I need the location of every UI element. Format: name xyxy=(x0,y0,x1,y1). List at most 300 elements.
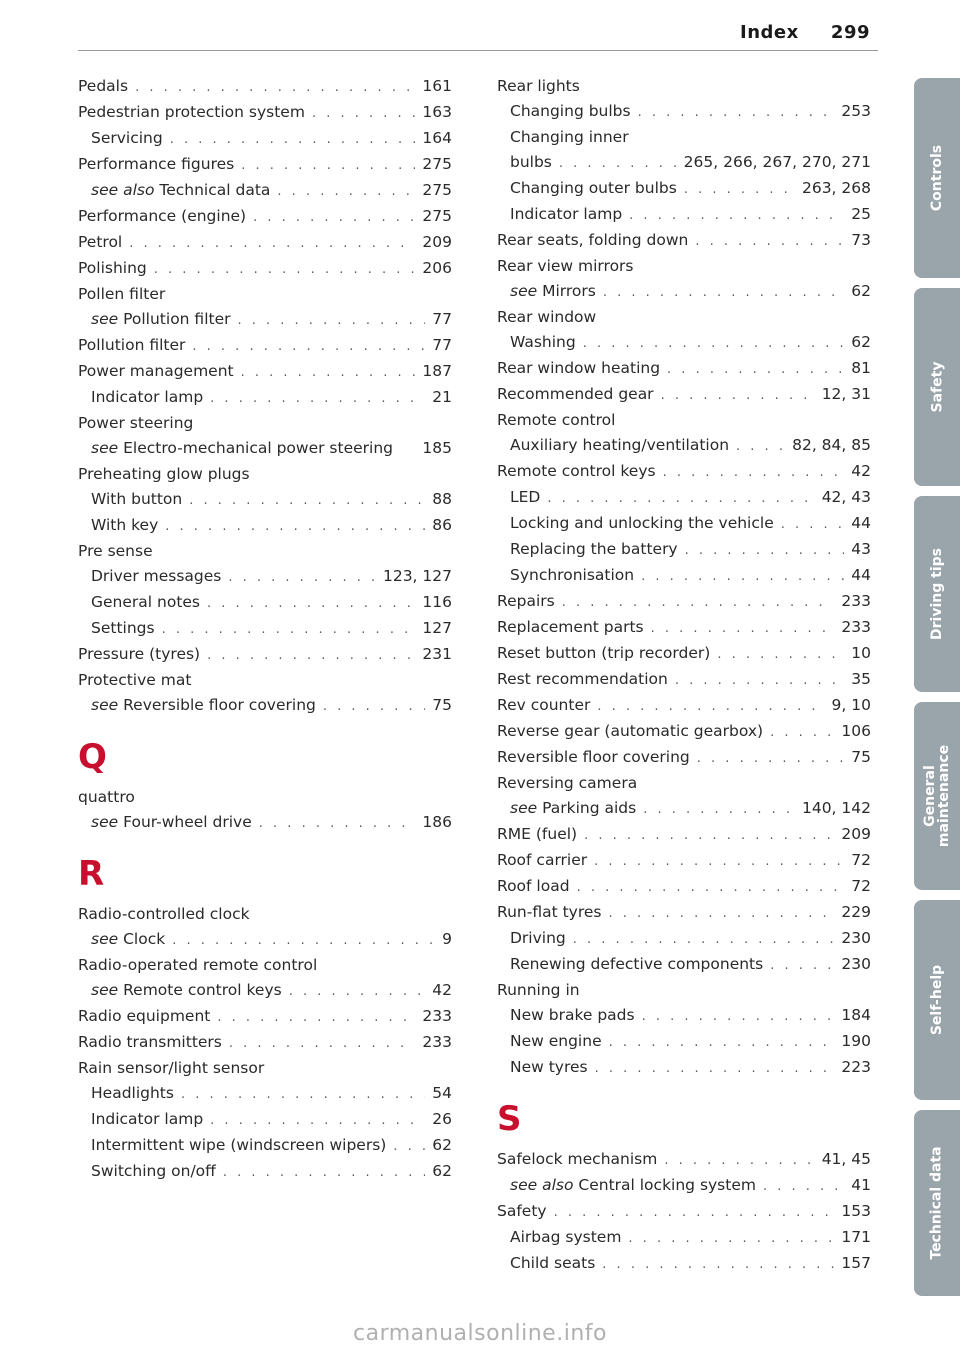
index-entry xyxy=(497,900,871,926)
page-reference[interactable]: 62 xyxy=(851,282,871,300)
page-reference[interactable]: 163 xyxy=(422,103,452,121)
entry-text xyxy=(91,436,393,461)
page-reference[interactable]: 26 xyxy=(432,1110,452,1128)
index-subentry xyxy=(497,1225,871,1251)
page-reference[interactable]: 42 xyxy=(851,462,871,480)
index-subentry xyxy=(78,1107,452,1133)
entry-label: Changing bulbs xyxy=(510,102,631,120)
page-reference[interactable]: 171 xyxy=(841,1228,871,1246)
index-entry xyxy=(497,459,871,485)
entry-text xyxy=(78,256,147,281)
entry-text xyxy=(78,411,193,436)
index-subentry xyxy=(497,1251,871,1277)
page-reference[interactable]: 233 xyxy=(422,1033,452,1051)
leader-dots xyxy=(312,101,415,126)
page-reference[interactable]: 81 xyxy=(851,359,871,377)
leader-dots xyxy=(717,642,844,667)
leader-dots xyxy=(323,694,425,719)
tab-general-maintenance[interactable] xyxy=(914,702,960,890)
leader-dots xyxy=(228,565,376,590)
entry-text xyxy=(497,874,570,899)
entry-label: Central locking system xyxy=(578,1176,756,1194)
page-reference[interactable]: 73 xyxy=(851,231,871,249)
index-subentry xyxy=(78,810,452,836)
entry-text xyxy=(78,1030,222,1055)
index-subentry xyxy=(78,693,452,719)
leader-dots xyxy=(770,720,834,745)
see-reference: see xyxy=(91,310,119,328)
index-subentry xyxy=(78,1159,452,1185)
page-reference[interactable]: 72 xyxy=(851,851,871,869)
entry-text xyxy=(497,305,596,330)
watermark: carmanualsonline.info xyxy=(353,1321,607,1346)
see-reference: see xyxy=(510,799,538,817)
index-subentry xyxy=(78,436,452,462)
entry-text xyxy=(510,1029,602,1054)
index-subentry xyxy=(78,927,452,953)
page-reference[interactable]: 263, 268 xyxy=(801,179,871,197)
index-entry xyxy=(497,848,871,874)
entry-text xyxy=(78,333,185,358)
entry-text xyxy=(497,978,580,1003)
leader-dots xyxy=(736,434,785,459)
page-reference[interactable]: 44 xyxy=(851,514,871,532)
leader-dots xyxy=(573,927,835,952)
entry-text xyxy=(78,204,246,229)
entry-label: Running in xyxy=(497,981,580,999)
page-reference[interactable]: 209 xyxy=(422,233,452,251)
page-reference[interactable]: 9 xyxy=(442,930,452,948)
entry-label: Replacement parts xyxy=(497,618,644,636)
page-number: 299 xyxy=(830,22,870,43)
entry-text xyxy=(78,462,250,487)
leader-dots xyxy=(651,616,835,641)
page-reference[interactable]: 25 xyxy=(851,205,871,223)
index-subentry xyxy=(497,1173,871,1199)
page-reference[interactable]: 275 xyxy=(422,155,452,173)
index-entry xyxy=(497,615,871,641)
page-reference[interactable]: 233 xyxy=(841,618,871,636)
entry-text xyxy=(497,615,644,640)
entry-text xyxy=(91,513,158,538)
entry-text xyxy=(497,745,690,770)
entry-text xyxy=(78,74,128,99)
page-reference[interactable]: 10 xyxy=(851,644,871,662)
index-subentry xyxy=(497,563,871,589)
entry-label: Indicator lamp xyxy=(510,205,623,223)
index-letter-heading: S xyxy=(497,1099,522,1139)
entry-text xyxy=(91,693,316,718)
entry-label: Changing inner xyxy=(510,128,629,146)
leader-dots xyxy=(638,100,835,125)
entry-text xyxy=(510,176,677,201)
entry-label: Rain sensor/light sensor xyxy=(78,1059,265,1077)
leader-dots xyxy=(207,591,415,616)
leader-dots xyxy=(781,512,845,537)
page-reference[interactable]: 106 xyxy=(841,722,871,740)
leader-dots xyxy=(562,590,835,615)
page-reference[interactable]: 209 xyxy=(841,825,871,843)
entry-label: RME (fuel) xyxy=(497,825,578,843)
page-reference[interactable]: 123, 127 xyxy=(382,567,452,585)
entry-label: Pollution filter xyxy=(123,310,231,328)
entry-label: bulbs xyxy=(510,153,552,171)
page-reference[interactable]: 75 xyxy=(432,696,452,714)
entry-text xyxy=(497,408,615,433)
index-entry xyxy=(497,771,871,796)
entry-label: Rear seats, folding down xyxy=(497,231,689,249)
leader-dots xyxy=(210,1108,425,1133)
page-reference[interactable]: 62 xyxy=(432,1136,452,1154)
entry-label: Protective mat xyxy=(78,671,192,689)
page-reference[interactable]: 161 xyxy=(422,77,452,95)
index-subentry xyxy=(78,1081,452,1107)
entry-label: Four-wheel drive xyxy=(123,813,252,831)
entry-text xyxy=(510,563,634,588)
entry-label: Child seats xyxy=(510,1254,596,1272)
entry-label: With button xyxy=(91,490,183,508)
page-reference[interactable]: 21 xyxy=(432,388,452,406)
entry-text xyxy=(510,1003,635,1028)
entry-text xyxy=(91,307,230,332)
entry-label: Reverse gear (automatic gearbox) xyxy=(497,722,764,740)
leader-dots xyxy=(642,1004,835,1029)
index-entry xyxy=(78,1004,452,1030)
page-reference[interactable]: 230 xyxy=(841,929,871,947)
leader-dots xyxy=(608,901,834,926)
index-subentry xyxy=(497,176,871,202)
page-reference[interactable]: 42 xyxy=(432,981,452,999)
leader-dots xyxy=(641,564,844,589)
page-reference[interactable]: 62 xyxy=(851,333,871,351)
index-subentry xyxy=(78,513,452,539)
entry-text xyxy=(510,1055,588,1080)
see-reference: see xyxy=(510,282,538,300)
entry-text xyxy=(510,1225,621,1250)
page-reference[interactable]: 185 xyxy=(422,439,452,457)
entry-text xyxy=(497,719,763,744)
entry-text xyxy=(510,952,763,977)
index-entry xyxy=(78,642,452,668)
leader-dots xyxy=(684,177,795,202)
tab-label: General maintenance xyxy=(922,744,952,848)
index-subentry xyxy=(497,926,871,952)
entry-label: Pressure (tyres) xyxy=(78,645,201,663)
tab-safety[interactable] xyxy=(914,288,960,486)
entry-text xyxy=(78,282,165,307)
page-reference[interactable]: 186 xyxy=(422,813,452,831)
index-entry xyxy=(497,693,871,719)
leader-dots xyxy=(237,308,425,333)
leader-dots xyxy=(595,1056,835,1081)
index-subentry xyxy=(78,1133,452,1159)
entry-label: LED xyxy=(510,488,541,506)
entry-label: Power management xyxy=(78,362,234,380)
entry-label: Rear window xyxy=(497,308,597,326)
entry-label: Rear lights xyxy=(497,77,580,95)
entry-label: Indicator lamp xyxy=(91,1110,204,1128)
entry-text xyxy=(497,459,656,484)
index-entry xyxy=(497,874,871,900)
tab-label: Driving tips xyxy=(929,548,945,640)
leader-dots xyxy=(189,488,425,513)
entry-text xyxy=(510,796,636,821)
entry-label: Headlights xyxy=(91,1084,174,1102)
index-subentry xyxy=(78,487,452,513)
entry-text xyxy=(91,178,270,203)
entry-text xyxy=(91,487,182,512)
entry-label: Locking and unlocking the vehicle xyxy=(510,514,774,532)
page-reference[interactable]: 75 xyxy=(851,748,871,766)
index-subentry xyxy=(78,616,452,642)
leader-dots xyxy=(603,280,844,305)
entry-label: Parking aids xyxy=(542,799,637,817)
entry-label: Intermittent wipe (windscreen wipers) xyxy=(91,1136,387,1154)
page-reference[interactable]: 157 xyxy=(841,1254,871,1272)
entry-text xyxy=(510,330,576,355)
page-reference[interactable]: 41 xyxy=(851,1176,871,1194)
see-reference: see xyxy=(91,930,119,948)
entry-label: Rear window heating xyxy=(497,359,661,377)
page-reference[interactable]: 275 xyxy=(422,207,452,225)
entry-text xyxy=(510,150,552,175)
page-reference[interactable]: 223 xyxy=(841,1058,871,1076)
entry-text xyxy=(510,99,631,124)
tab-controls[interactable] xyxy=(914,78,960,278)
page-reference[interactable]: 72 xyxy=(851,877,871,895)
index-subentry xyxy=(497,433,871,459)
entry-text xyxy=(510,485,540,510)
entry-label: Safelock mechanism xyxy=(497,1150,658,1168)
entry-label: Driving xyxy=(510,929,566,947)
leader-dots xyxy=(685,538,845,563)
entry-label: Roof carrier xyxy=(497,851,588,869)
index-letter-heading: R xyxy=(78,854,105,894)
entry-label: quattro xyxy=(78,788,135,806)
index-subentry xyxy=(497,330,871,356)
page-reference[interactable]: 187 xyxy=(422,362,452,380)
entry-text xyxy=(510,1173,756,1198)
entry-text xyxy=(510,433,729,458)
index-column-right xyxy=(497,74,871,1277)
page-reference[interactable]: 44 xyxy=(851,566,871,584)
tab-self-help[interactable] xyxy=(914,900,960,1100)
leader-dots xyxy=(192,334,425,359)
page-reference[interactable]: 9, 10 xyxy=(831,696,871,714)
page-reference[interactable]: 86 xyxy=(432,516,452,534)
leader-dots xyxy=(675,668,844,693)
leader-dots xyxy=(289,979,426,1004)
entry-label: Reversible floor covering xyxy=(497,748,690,766)
entry-label: Rear view mirrors xyxy=(497,257,634,275)
leader-dots xyxy=(162,617,416,642)
leader-dots xyxy=(594,849,844,874)
entry-label: Repairs xyxy=(497,592,555,610)
index-entry xyxy=(78,230,452,256)
entry-text xyxy=(78,100,305,125)
entry-text xyxy=(91,616,155,641)
entry-text xyxy=(497,822,577,847)
page-reference[interactable]: 77 xyxy=(432,336,452,354)
index-entry xyxy=(78,539,452,564)
index-subentry xyxy=(78,126,452,152)
page-reference[interactable]: 153 xyxy=(841,1202,871,1220)
entry-label: Performance figures xyxy=(78,155,235,173)
entry-text xyxy=(78,642,200,667)
index-subentry xyxy=(78,307,452,333)
entry-label: Recommended gear xyxy=(497,385,654,403)
index-entry xyxy=(78,462,452,487)
index-column-left xyxy=(78,74,452,1185)
entry-label: Polishing xyxy=(78,259,147,277)
entry-text xyxy=(91,978,282,1003)
tab-technical-data[interactable] xyxy=(914,1110,960,1296)
entry-text xyxy=(91,1081,174,1106)
entry-label: Preheating glow plugs xyxy=(78,465,250,483)
entry-label: Radio equipment xyxy=(78,1007,211,1025)
entry-label: Safety xyxy=(497,1202,547,1220)
entry-label: New engine xyxy=(510,1032,602,1050)
page-reference[interactable]: 116 xyxy=(422,593,452,611)
leader-dots xyxy=(165,514,425,539)
index-entry xyxy=(497,745,871,771)
leader-dots xyxy=(643,797,795,822)
leader-dots xyxy=(629,203,844,228)
page-reference[interactable]: 41, 45 xyxy=(821,1150,871,1168)
index-subentry xyxy=(497,150,871,176)
entry-label: Servicing xyxy=(91,129,163,147)
entry-text xyxy=(91,1107,203,1132)
entry-text xyxy=(497,589,555,614)
entry-label: Rest recommendation xyxy=(497,670,668,688)
entry-text xyxy=(78,539,153,564)
index-subentry xyxy=(497,1003,871,1029)
index-entry xyxy=(497,254,871,279)
leader-dots xyxy=(229,1031,416,1056)
index-entry xyxy=(78,100,452,126)
entry-label: Airbag system xyxy=(510,1228,622,1246)
leader-dots xyxy=(628,1226,834,1251)
leader-dots xyxy=(667,357,844,382)
page-reference[interactable]: 62 xyxy=(432,1162,452,1180)
leader-dots xyxy=(763,1174,844,1199)
page-reference[interactable]: 230 xyxy=(841,955,871,973)
index-entry xyxy=(78,411,452,436)
page-reference[interactable]: 140, 142 xyxy=(801,799,871,817)
page-reference[interactable]: 233 xyxy=(422,1007,452,1025)
leader-dots xyxy=(217,1005,415,1030)
see-reference: see xyxy=(91,813,119,831)
leader-dots xyxy=(154,257,416,282)
entry-text xyxy=(91,126,163,151)
leader-dots xyxy=(577,875,845,900)
see-reference: see xyxy=(91,439,119,457)
page-reference[interactable]: 233 xyxy=(841,592,871,610)
page-reference[interactable]: 82, 84, 85 xyxy=(792,436,871,454)
entry-label: Driver messages xyxy=(91,567,222,585)
entry-text xyxy=(78,1004,210,1029)
leader-dots xyxy=(602,1252,834,1277)
entry-label: Reversible floor covering xyxy=(123,696,316,714)
entry-text xyxy=(497,641,710,666)
leader-dots xyxy=(597,694,824,719)
leader-dots xyxy=(172,928,435,953)
page-reference[interactable]: 253 xyxy=(841,102,871,120)
index-entry xyxy=(497,1147,871,1173)
entry-text xyxy=(497,1199,547,1224)
leader-dots xyxy=(547,486,814,511)
see-reference: see also xyxy=(91,181,155,199)
entry-label: Rev counter xyxy=(497,696,591,714)
page-reference[interactable]: 12, 31 xyxy=(821,385,871,403)
leader-dots xyxy=(135,75,415,100)
entry-text xyxy=(497,382,654,407)
leader-dots xyxy=(241,360,416,385)
index-entry xyxy=(497,382,871,408)
index-entry xyxy=(497,1199,871,1225)
leader-dots xyxy=(663,460,845,485)
entry-text xyxy=(78,668,191,693)
leader-dots xyxy=(695,229,844,254)
page-reference[interactable]: 184 xyxy=(841,1006,871,1024)
tab-label: Safety xyxy=(929,361,945,413)
page-reference[interactable]: 54 xyxy=(432,1084,452,1102)
index-subentry xyxy=(78,178,452,204)
page-reference[interactable]: 231 xyxy=(422,645,452,663)
entry-label: Indicator lamp xyxy=(91,388,204,406)
index-entry xyxy=(497,228,871,254)
page-reference[interactable]: 229 xyxy=(841,903,871,921)
page-reference[interactable]: 43 xyxy=(851,540,871,558)
entry-text xyxy=(78,152,234,177)
page-reference[interactable]: 275 xyxy=(422,181,452,199)
entry-text xyxy=(497,1147,657,1172)
tab-driving-tips[interactable] xyxy=(914,496,960,692)
page-reference[interactable]: 35 xyxy=(851,670,871,688)
page-reference[interactable]: 88 xyxy=(432,490,452,508)
index-subentry xyxy=(497,511,871,537)
page-reference[interactable]: 206 xyxy=(422,259,452,277)
entry-label: Pollen filter xyxy=(78,285,166,303)
index-entry xyxy=(497,74,871,99)
index-subentry xyxy=(78,590,452,616)
index-subentry xyxy=(497,279,871,305)
entry-text xyxy=(78,785,135,810)
page-reference[interactable]: 265, 266, 267, 270, 271 xyxy=(683,153,871,171)
index-subentry xyxy=(78,564,452,590)
index-entry xyxy=(497,719,871,745)
leader-dots xyxy=(664,1148,814,1173)
index-entry xyxy=(78,74,452,100)
leader-dots xyxy=(277,179,415,204)
index-entry xyxy=(497,356,871,382)
page-reference[interactable]: 127 xyxy=(422,619,452,637)
page-reference[interactable]: 77 xyxy=(432,310,452,328)
page-reference[interactable]: 42, 43 xyxy=(821,488,871,506)
page-reference[interactable]: 190 xyxy=(841,1032,871,1050)
leader-dots xyxy=(241,153,415,178)
entry-text xyxy=(78,230,122,255)
leader-dots xyxy=(661,383,815,408)
index-entry xyxy=(497,589,871,615)
header-title: Index xyxy=(740,22,799,43)
entry-label: Pedestrian protection system xyxy=(78,103,305,121)
entry-text xyxy=(510,125,629,150)
index-entry xyxy=(78,902,452,927)
leader-dots xyxy=(770,953,834,978)
page-reference[interactable]: 164 xyxy=(422,129,452,147)
index-subentry xyxy=(497,1055,871,1081)
